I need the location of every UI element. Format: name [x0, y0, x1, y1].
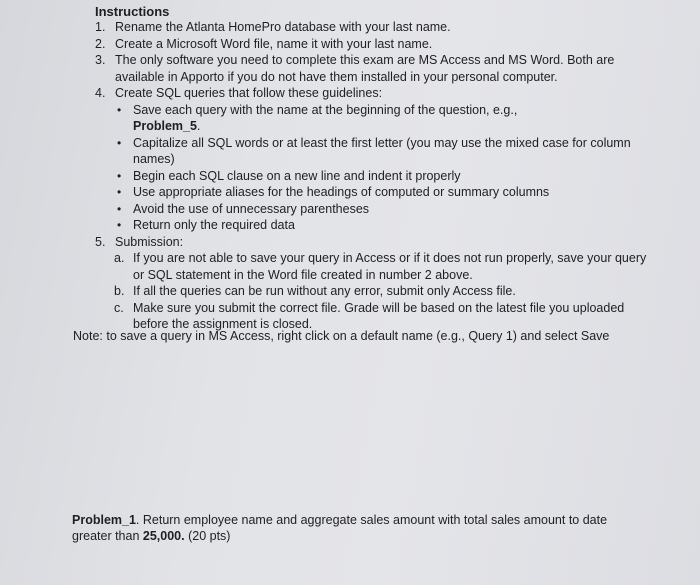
- problem-1: [72, 512, 632, 544]
- submission-item: [95, 250, 655, 283]
- guideline-text: Avoid the use of unnecessary parentheses: [133, 201, 370, 216]
- guideline-item: [95, 168, 655, 185]
- bullet-dot: •: [117, 201, 122, 216]
- problem-label: Problem_1: [72, 513, 136, 527]
- list-item-5: [95, 234, 655, 251]
- guideline-text: Capitalize all SQL words or at least the first letter (you may use the mixed case for column names): [133, 135, 631, 166]
- item-number: 4.: [95, 86, 106, 100]
- guideline-item: [95, 201, 655, 218]
- guideline-text: Use appropriate aliases for the headings of computed or summary columns: [133, 185, 550, 199]
- submission-text: Make sure you submit the correct file. Grade will be based on the latest file you uploaded before the assignment is closed.: [133, 300, 625, 331]
- guideline-end: .: [196, 119, 201, 133]
- list-item-2: [95, 36, 655, 53]
- list-item-4: [95, 85, 655, 102]
- access-save-note: Note: to save a query in MS Access, right click on a default name (e.g., Query 1) and select Save: [73, 329, 610, 343]
- submission-list: [95, 250, 655, 333]
- submission-letter: a.: [114, 251, 125, 265]
- problem-points: (20 pts): [184, 529, 231, 543]
- submission-text: If all the queries can be run without any error, submit only Access file.: [133, 284, 516, 298]
- guideline-text: Return only the required data: [133, 218, 295, 232]
- guideline-item: [95, 184, 655, 201]
- guideline-example: Problem_5: [133, 119, 197, 133]
- problem-text: . Return employee name and aggregate sales amount with total sales amount to date greater than: [72, 513, 608, 543]
- item-number: 1.: [95, 20, 106, 34]
- problem-threshold: 25,000.: [142, 529, 185, 543]
- submission-letter: b.: [114, 284, 125, 298]
- bullet-dot: •: [117, 218, 122, 232]
- instructions-list: [95, 19, 655, 333]
- item-number: 3.: [95, 53, 106, 67]
- bullet-dot: •: [117, 135, 122, 150]
- item-text: Create SQL queries that follow these guidelines:: [115, 86, 383, 100]
- item-text: The only software you need to complete this exam are MS Access and MS Word. Both are available in Apporto if you do not have them installed in your personal computer.: [115, 53, 615, 84]
- instructions-title: Instructions: [95, 4, 170, 19]
- list-item-3: [95, 52, 655, 85]
- item-text: Create a Microsoft Word file, name it with your last name.: [115, 36, 433, 51]
- list-item-1: [95, 19, 655, 36]
- submission-letter: c.: [114, 300, 124, 315]
- item-text: Submission:: [115, 234, 184, 249]
- guideline-text: Begin each SQL clause on a new line and indent it properly: [133, 168, 461, 183]
- item-number: 5.: [95, 234, 106, 249]
- item-number: 2.: [95, 36, 106, 51]
- bullet-dot: •: [117, 102, 122, 117]
- guideline-item: [95, 102, 655, 135]
- guideline-text: Save each query with the name at the beginning of the question, e.g.,: [133, 102, 518, 117]
- bullet-dot: •: [117, 185, 122, 199]
- submission-text: If you are not able to save your query in Access or if it does not run properly, save your query or SQL statement in the Word file created in number 2 above.: [133, 251, 647, 282]
- submission-item: [95, 283, 655, 300]
- guideline-item: [95, 135, 655, 168]
- guideline-item: [95, 217, 655, 234]
- bullet-dot: •: [117, 168, 122, 183]
- item-text: Rename the Atlanta HomePro database with your last name.: [115, 20, 451, 34]
- guidelines-list: [95, 102, 655, 234]
